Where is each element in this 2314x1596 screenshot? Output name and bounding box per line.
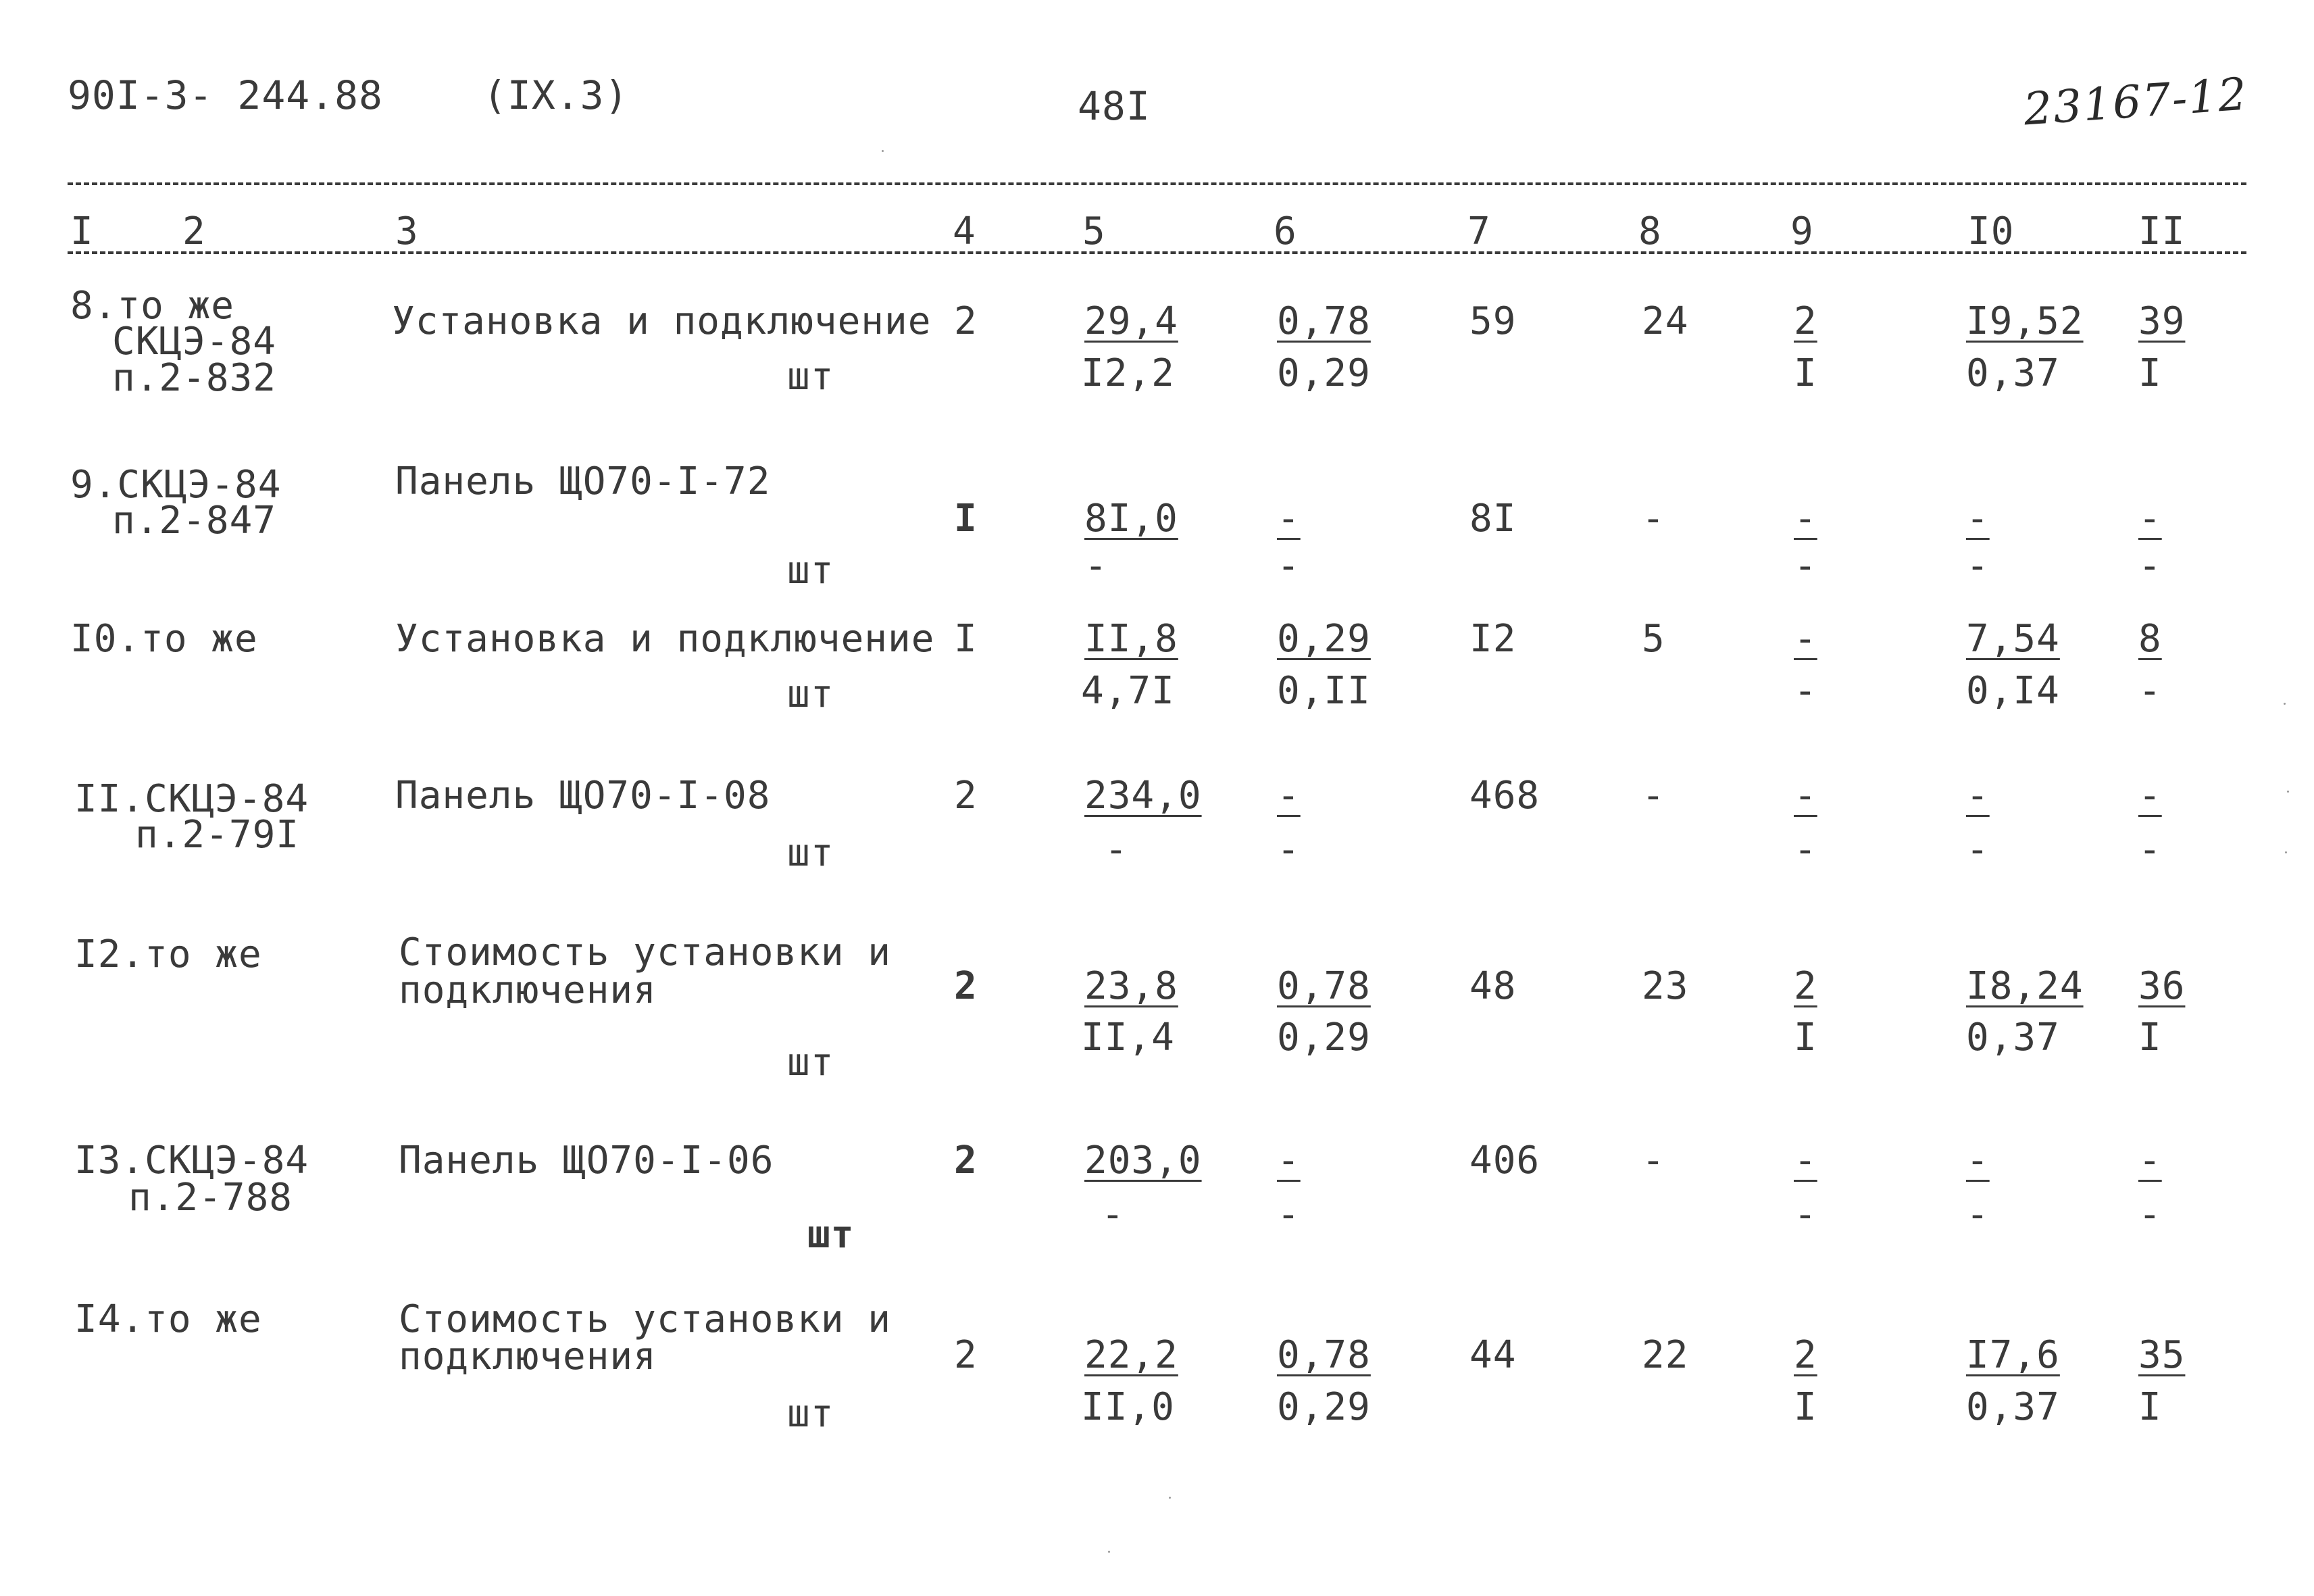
cell-5-bottom: - [1084, 544, 1108, 588]
scan-speck [2285, 851, 2287, 853]
row-unit: шт [787, 549, 834, 593]
cell-6-bottom: - [1277, 544, 1301, 588]
cell-5-top: 22,2 [1084, 1333, 1178, 1377]
cell-11-bottom: - [2138, 544, 2162, 588]
cell-7: 468 [1469, 774, 1540, 818]
cell-9-bottom: I [1794, 351, 1817, 395]
cell-10-bottom: 0,37 [1966, 1016, 2060, 1059]
row-reference: 9.СКЦЭ-84 [70, 463, 282, 507]
cell-11-top: 39 [2138, 299, 2186, 343]
cell-9-top: - [1794, 497, 1817, 541]
cell-9-top: - [1794, 774, 1817, 818]
cell-8: 22 [1642, 1333, 1689, 1377]
scan-speck [1108, 1551, 1110, 1553]
cell-6-bottom: - [1277, 1193, 1301, 1237]
column-number: 9 [1790, 209, 1814, 253]
column-number: 6 [1274, 209, 1297, 253]
row-quantity: 2 [954, 1139, 978, 1182]
cell-11-top: - [2138, 497, 2162, 541]
cell-8: - [1642, 774, 1665, 818]
cell-11-top: - [2138, 774, 2162, 818]
cell-8: 23 [1642, 964, 1689, 1008]
cell-10-bottom: 0,37 [1966, 1385, 2060, 1429]
row-reference: п.2-847 [112, 499, 277, 543]
cell-9-top: 2 [1794, 964, 1817, 1008]
column-number: I0 [1967, 209, 2015, 253]
row-reference: I4.то же [74, 1297, 262, 1341]
cell-10-bottom: 0,37 [1966, 351, 2060, 395]
row-description: Панель ЩО70-I-06 [399, 1139, 774, 1182]
row-description: Установка и подключение [395, 617, 935, 661]
page-number: 48I [1078, 83, 1151, 129]
cell-9-top: - [1794, 1139, 1817, 1182]
cell-5-top: 203,0 [1084, 1139, 1202, 1182]
cell-7: 8I [1469, 497, 1517, 541]
row-reference: п.2-832 [112, 356, 277, 400]
cell-10-bottom: - [1966, 544, 1990, 588]
cell-5-bottom: I2,2 [1081, 351, 1175, 395]
scan-speck [2284, 703, 2286, 705]
row-quantity: 2 [954, 964, 978, 1008]
section-number: (IX.3) [483, 72, 629, 118]
cell-9-bottom: - [1794, 544, 1817, 588]
row-reference: II.СКЦЭ-84 [74, 777, 309, 821]
cell-8: 24 [1642, 299, 1689, 343]
cell-6-top: 0,78 [1277, 1333, 1371, 1377]
cell-10-top: I7,6 [1966, 1333, 2060, 1377]
cell-11-bottom: I [2138, 351, 2162, 395]
column-number: 7 [1467, 209, 1491, 253]
cell-10-top: - [1966, 497, 1990, 541]
cell-10-top: I8,24 [1966, 964, 2084, 1008]
row-reference: I2.то же [74, 932, 262, 976]
row-quantity: 2 [954, 1333, 978, 1377]
cell-11-top: 35 [2138, 1333, 2186, 1377]
cell-5-top: 8I,0 [1084, 497, 1178, 541]
row-unit: шт [787, 1392, 834, 1436]
column-number: 4 [953, 209, 976, 253]
row-unit: шт [787, 355, 834, 399]
cell-10-top: 7,54 [1966, 617, 2060, 661]
row-reference: I3.СКЦЭ-84 [74, 1139, 309, 1182]
row-unit: шт [787, 672, 834, 716]
cell-9-bottom: I [1794, 1385, 1817, 1429]
column-number: 3 [395, 209, 419, 253]
cell-5-bottom: II,4 [1081, 1016, 1175, 1059]
cell-5-bottom: II,0 [1081, 1385, 1175, 1429]
row-unit: шт [787, 831, 834, 875]
cell-11-bottom: - [2138, 669, 2162, 713]
cell-5-bottom: 4,7I [1081, 669, 1175, 713]
cell-11-top: 8 [2138, 617, 2162, 661]
table-top-rule [68, 182, 2246, 185]
row-quantity: I [954, 497, 978, 541]
cell-10-top: - [1966, 774, 1990, 818]
cell-9-top: - [1794, 617, 1817, 661]
header-bottom-rule [68, 251, 2246, 254]
cell-11-top: - [2138, 1139, 2162, 1182]
cell-10-top: - [1966, 1139, 1990, 1182]
row-description: Стоимость установки и [399, 1297, 892, 1341]
cell-5-top: 23,8 [1084, 964, 1178, 1008]
cell-6-bottom: 0,29 [1277, 1385, 1371, 1429]
cell-8: - [1642, 1139, 1665, 1182]
archive-stamp-number: 23167-12 [2021, 68, 2250, 136]
row-quantity: 2 [954, 774, 978, 818]
row-quantity: I [954, 617, 978, 661]
cell-6-bottom: 0,29 [1277, 1016, 1371, 1059]
cell-7: 44 [1469, 1333, 1517, 1377]
row-description: Панель ЩО70-I-72 [395, 459, 771, 503]
row-description: Установка и подключение [392, 299, 932, 343]
scan-speck [882, 150, 884, 152]
cell-5-top: 29,4 [1084, 299, 1178, 343]
cell-6-top: 0,29 [1277, 617, 1371, 661]
cell-5-bottom: - [1101, 1193, 1125, 1237]
cell-6-bottom: 0,II [1277, 669, 1371, 713]
row-reference: СКЦЭ-84 [112, 320, 277, 364]
scan-speck [2287, 791, 2289, 793]
scan-speck [1169, 1497, 1171, 1499]
cell-7: 48 [1469, 964, 1517, 1008]
cell-11-bottom: - [2138, 1193, 2162, 1237]
column-number: I [70, 209, 94, 253]
cell-6-top: - [1277, 774, 1301, 818]
cell-11-bottom: I [2138, 1385, 2162, 1429]
cell-9-bottom: - [1794, 828, 1817, 872]
cell-10-bottom: - [1966, 828, 1990, 872]
cell-7: 59 [1469, 299, 1517, 343]
cell-7: I2 [1469, 617, 1517, 661]
row-reference: 8.то же [70, 284, 235, 328]
cell-9-bottom: - [1794, 669, 1817, 713]
cell-10-bottom: 0,I4 [1966, 669, 2060, 713]
cell-8: - [1642, 497, 1665, 541]
cell-6-top: - [1277, 497, 1301, 541]
row-unit: шт [807, 1213, 855, 1257]
cell-10-bottom: - [1966, 1193, 1990, 1237]
cell-8: 5 [1642, 617, 1665, 661]
cell-6-top: 0,78 [1277, 299, 1371, 343]
row-reference: I0.то же [70, 617, 258, 661]
cell-9-bottom: I [1794, 1016, 1817, 1059]
column-number: 8 [1638, 209, 1662, 253]
cell-5-top: 234,0 [1084, 774, 1202, 818]
row-quantity: 2 [954, 299, 978, 343]
row-description: подключения [399, 1335, 657, 1378]
cell-11-top: 36 [2138, 964, 2186, 1008]
document-code: 90I-3- 244.88 [68, 72, 383, 118]
cell-6-bottom: - [1277, 828, 1301, 872]
row-description: Панель ЩО70-I-08 [395, 774, 771, 818]
row-unit: шт [787, 1041, 834, 1084]
cell-11-bottom: - [2138, 828, 2162, 872]
column-number: II [2138, 209, 2186, 253]
column-number: 2 [182, 209, 206, 253]
row-reference: п.2-79I [135, 813, 300, 857]
cell-9-top: 2 [1794, 1333, 1817, 1377]
cell-5-top: II,8 [1084, 617, 1178, 661]
cell-5-bottom: - [1105, 828, 1128, 872]
row-description: подключения [399, 968, 657, 1012]
cell-10-top: I9,52 [1966, 299, 2084, 343]
row-description: Стоимость установки и [399, 930, 892, 974]
cell-6-bottom: 0,29 [1277, 351, 1371, 395]
cell-7: 406 [1469, 1139, 1540, 1182]
cell-9-top: 2 [1794, 299, 1817, 343]
cell-11-bottom: I [2138, 1016, 2162, 1059]
cell-9-bottom: - [1794, 1193, 1817, 1237]
cell-6-top: - [1277, 1139, 1301, 1182]
cell-6-top: 0,78 [1277, 964, 1371, 1008]
column-number: 5 [1082, 209, 1106, 253]
row-reference: п.2-788 [128, 1176, 293, 1220]
